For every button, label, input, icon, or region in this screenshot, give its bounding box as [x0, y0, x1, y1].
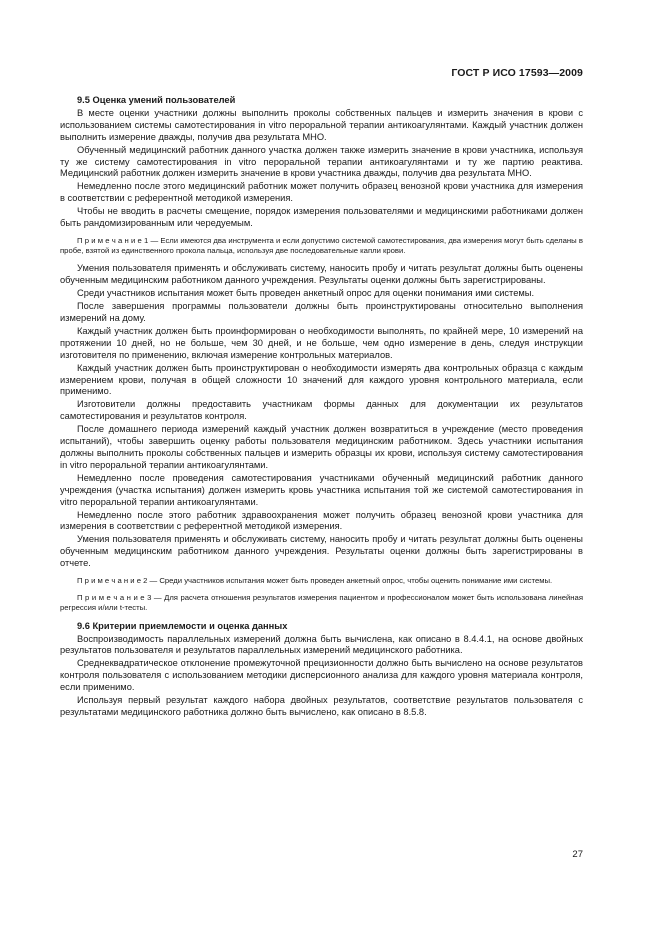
paragraph: Среди участников испытания может быть проведен анкетный опрос для оценки понимания ими системы. — [77, 288, 535, 299]
section-heading-9-5: 9.5 Оценка умений пользователей — [77, 95, 236, 105]
paragraph: Чтобы не вводить в расчеты смещение, порядок измерения пользователями и медицинскими работниками должен быть рандомизированным или чередуемым. — [60, 206, 583, 229]
page-number: 27 — [572, 849, 583, 860]
paragraph: Среднеквадратическое отклонение промежуточной прецизионности должно быть вычислено на основе результатов контроля пользователя с использованием методики дисперсионного анализа для каждого уровня материала контроля, если применимо. — [60, 658, 583, 693]
paragraph: Немедленно после этого работник здравоохранения может получить образец венозной крови участника для измерения в соответствии с референтной методикой измерения. — [60, 509, 583, 532]
paragraph: Воспроизводимость параллельных измерений должна быть вычислена, как описано в 8.4.4.1, на основе двойных результатов пользователя и результатов параллельных измерений медицинского работника. — [60, 633, 583, 656]
note-2: П р и м е ч а н и е 2 — Среди участников испытания может быть проведен анкетный опрос, чтобы оценить понимание ими системы. — [77, 576, 553, 586]
paragraph: В месте оценки участники должны выполнить проколы собственных пальцев и измерить значения в крови с использованием системы самотестирования in vitro пероральной терапии антикоагулянтами. Каждый участник должен выполнить измерение дважды, получив два результата МНО. — [60, 107, 583, 142]
page-content — [60, 93, 583, 720]
note-1: П р и м е ч а н и е 1 — Если имеются два инструмента и если допустимо системой самотестирования, два измерения могут быть сделаны в пробе, взятой из единственного прокола пальца, используя две последовательные капли крови. — [60, 235, 583, 256]
paragraph: Немедленно после этого медицинский работник может получить образец венозной крови участника для измерения в соответствии с референтной методикой измерения. — [60, 181, 583, 204]
paragraph: Умения пользователя применять и обслуживать систему, наносить пробу и читать результат должны быть оценены обученным медицинским работником данного учреждения. Результаты оценки должны быть зарегистрированы. — [60, 263, 583, 286]
document-id-header: ГОСТ Р ИСО 17593—2009 — [451, 67, 583, 79]
paragraph: Немедленно после проведения самотестирования участниками обученный медицинский работник данного учреждения (участка испытания) должен измерить кровь участника испытания той же системой самотестирования in vitro пероральной терапии антикоагулянтами. — [60, 472, 583, 507]
paragraph: После завершения программы пользователи должны быть проинструктированы относительно выполнения измерений на дому. — [60, 301, 583, 323]
paragraph: После домашнего периода измерений каждый участник должен возвратиться в учреждение (место проведения испытаний), чтобы завершить оценку работы пользователя медицинским работником. Здесь участники испытания должны выполнить проколы собственных пальцев и измерить образцы их крови, используя систему самотестирования in vitro пероральной терапии антикоагулянтами. — [60, 424, 583, 470]
section-heading-9-6: 9.6 Критерии приемлемости и оценка данных — [77, 620, 288, 631]
paragraph: Умения пользователя применять и обслуживать систему, наносить пробу и читать результат должны быть оценены обученным медицинским работником данного учреждения. Результаты оценки должны быть зарегистрированы в отчете. — [60, 534, 583, 569]
paragraph: Каждый участник должен быть проинформирован о необходимости выполнять, по крайней мере, 10 измерений на протяжении 10 дней, но не больше, чем 30 дней, и не больше, чем одно измерение в день, следуя инструкции изготовителя по применению, включая измерение контрольных материалов. — [60, 325, 583, 360]
paragraph: Каждый участник должен быть проинструктирован о необходимости измерять два контрольных образца с каждым измерением крови, получая в общей сложности 10 значений для каждого уровня контрольного материала, если применимо. — [60, 362, 583, 397]
note-3: П р и м е ч а н и е 3 — Для расчета отношения результатов измерения пациентом и профессионалом может быть использована линейная регрессия и/или t-тесты. — [60, 593, 583, 613]
paragraph: Используя первый результат каждого набора двойных результатов, соответствие результатов пользователя с результатами медицинского работника должно быть вычислено, как описано в 8.5.8. — [60, 695, 583, 717]
paragraph: Обученный медицинский работник данного участка должен также измерить значение в крови участника, используя ту же систему самотестирования in vitro пероральной терапии антикоагулянтами и ту же партию реактива. Медицинский работник должен измерить значение в крови участника дважды, получив два результата МНО. — [60, 144, 583, 179]
paragraph: Изготовители должны предоставить участникам формы данных для документации их результатов самотестирования и результатов контроля. — [60, 399, 583, 422]
